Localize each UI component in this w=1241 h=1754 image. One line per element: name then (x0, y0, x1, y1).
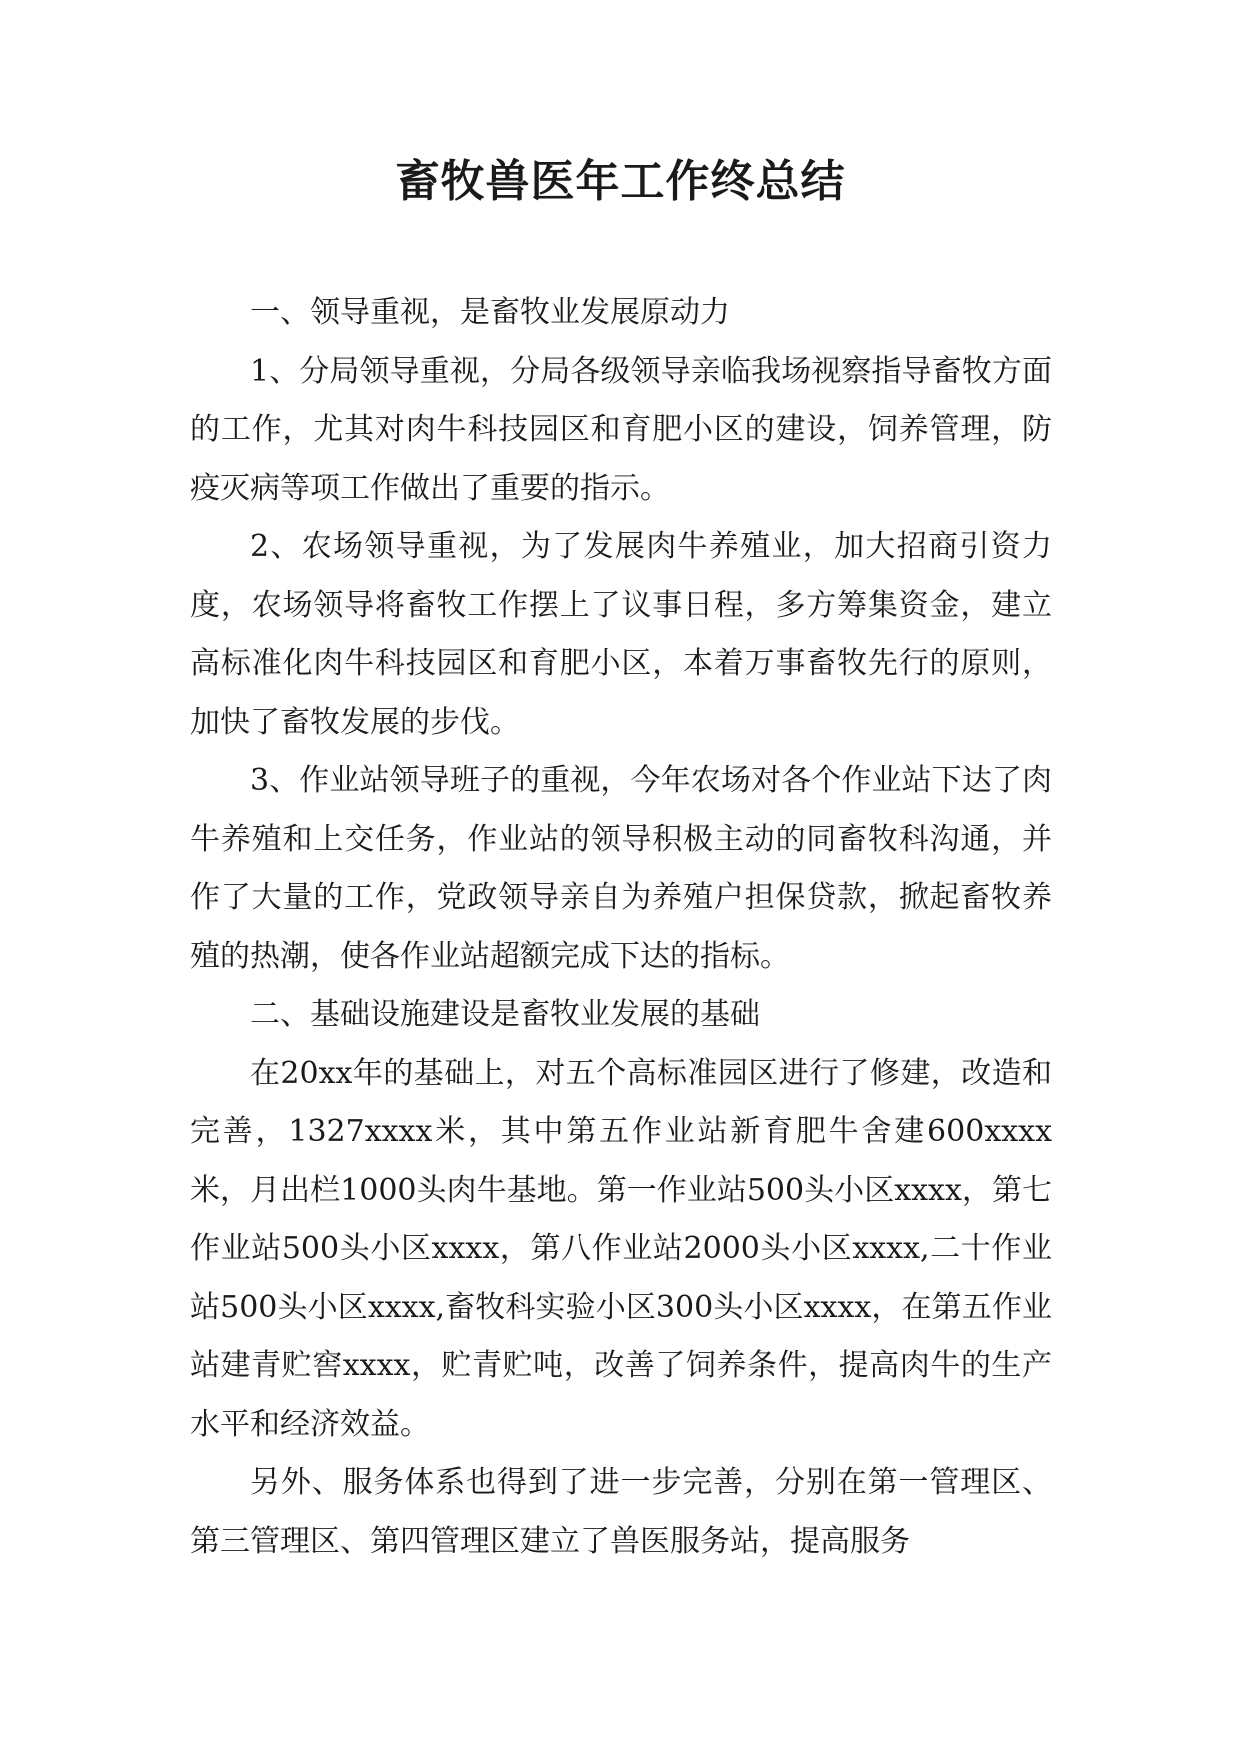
paragraph-1: 1、分局领导重视，分局各级领导亲临我场视察指导畜牧方面的工作，尤其对肉牛科技园区和育肥小区的建设，饲养管理，防疫灭病等项工作做出了重要的指示。 (190, 353, 1052, 506)
document-title: 畜牧兽医年工作终总结 (395, 156, 846, 207)
section-heading-1: 一、领导重视，是畜牧业发展原动力 (250, 295, 730, 330)
paragraph-2: 2、农场领导重视，为了发展肉牛养殖业，加大招商引资力度，农场领导将畜牧工作摆上了议事日程，多方筹集资金，建立高标准化肉牛科技园区和育肥小区，本着万事畜牧先行的原则，加快了畜牧发展的步伐。 (190, 529, 1052, 740)
paragraph-3: 3、作业站领导班子的重视，今年农场对各个作业站下达了肉牛养殖和上交任务，作业站的领导积极主动的同畜牧科沟通，并作了大量的工作，党政领导亲自为养殖户担保贷款，掀起畜牧养殖的热潮，使各作业站超额完成下达的指标。 (190, 763, 1052, 974)
section-heading-2: 二、基础设施建设是畜牧业发展的基础 (250, 997, 760, 1032)
paragraph-4: 在20xx年的基础上，对五个高标准园区进行了修建，改造和完善，1327xxxx米，其中第五作业站新育肥牛舍建600xxxx米，月出栏1000头肉牛基地。第一作业站500头小区xxxx，第七作业站500头小区xxxx，第八作业站2000头小区xxxx,二十作业站500头小区xxxx,畜牧科实验小区300头小区xxxx，在第五作业站建青贮窖xxxx，贮青贮吨，改善了饲养条件，提高肉牛的生产水平和经济效益。 (190, 1055, 1052, 1442)
document-body (190, 284, 1052, 1571)
paragraph-5: 另外、服务体系也得到了进一步完善，分别在第一管理区、第三管理区、第四管理区建立了兽医服务站，提高服务 (190, 1465, 1052, 1559)
